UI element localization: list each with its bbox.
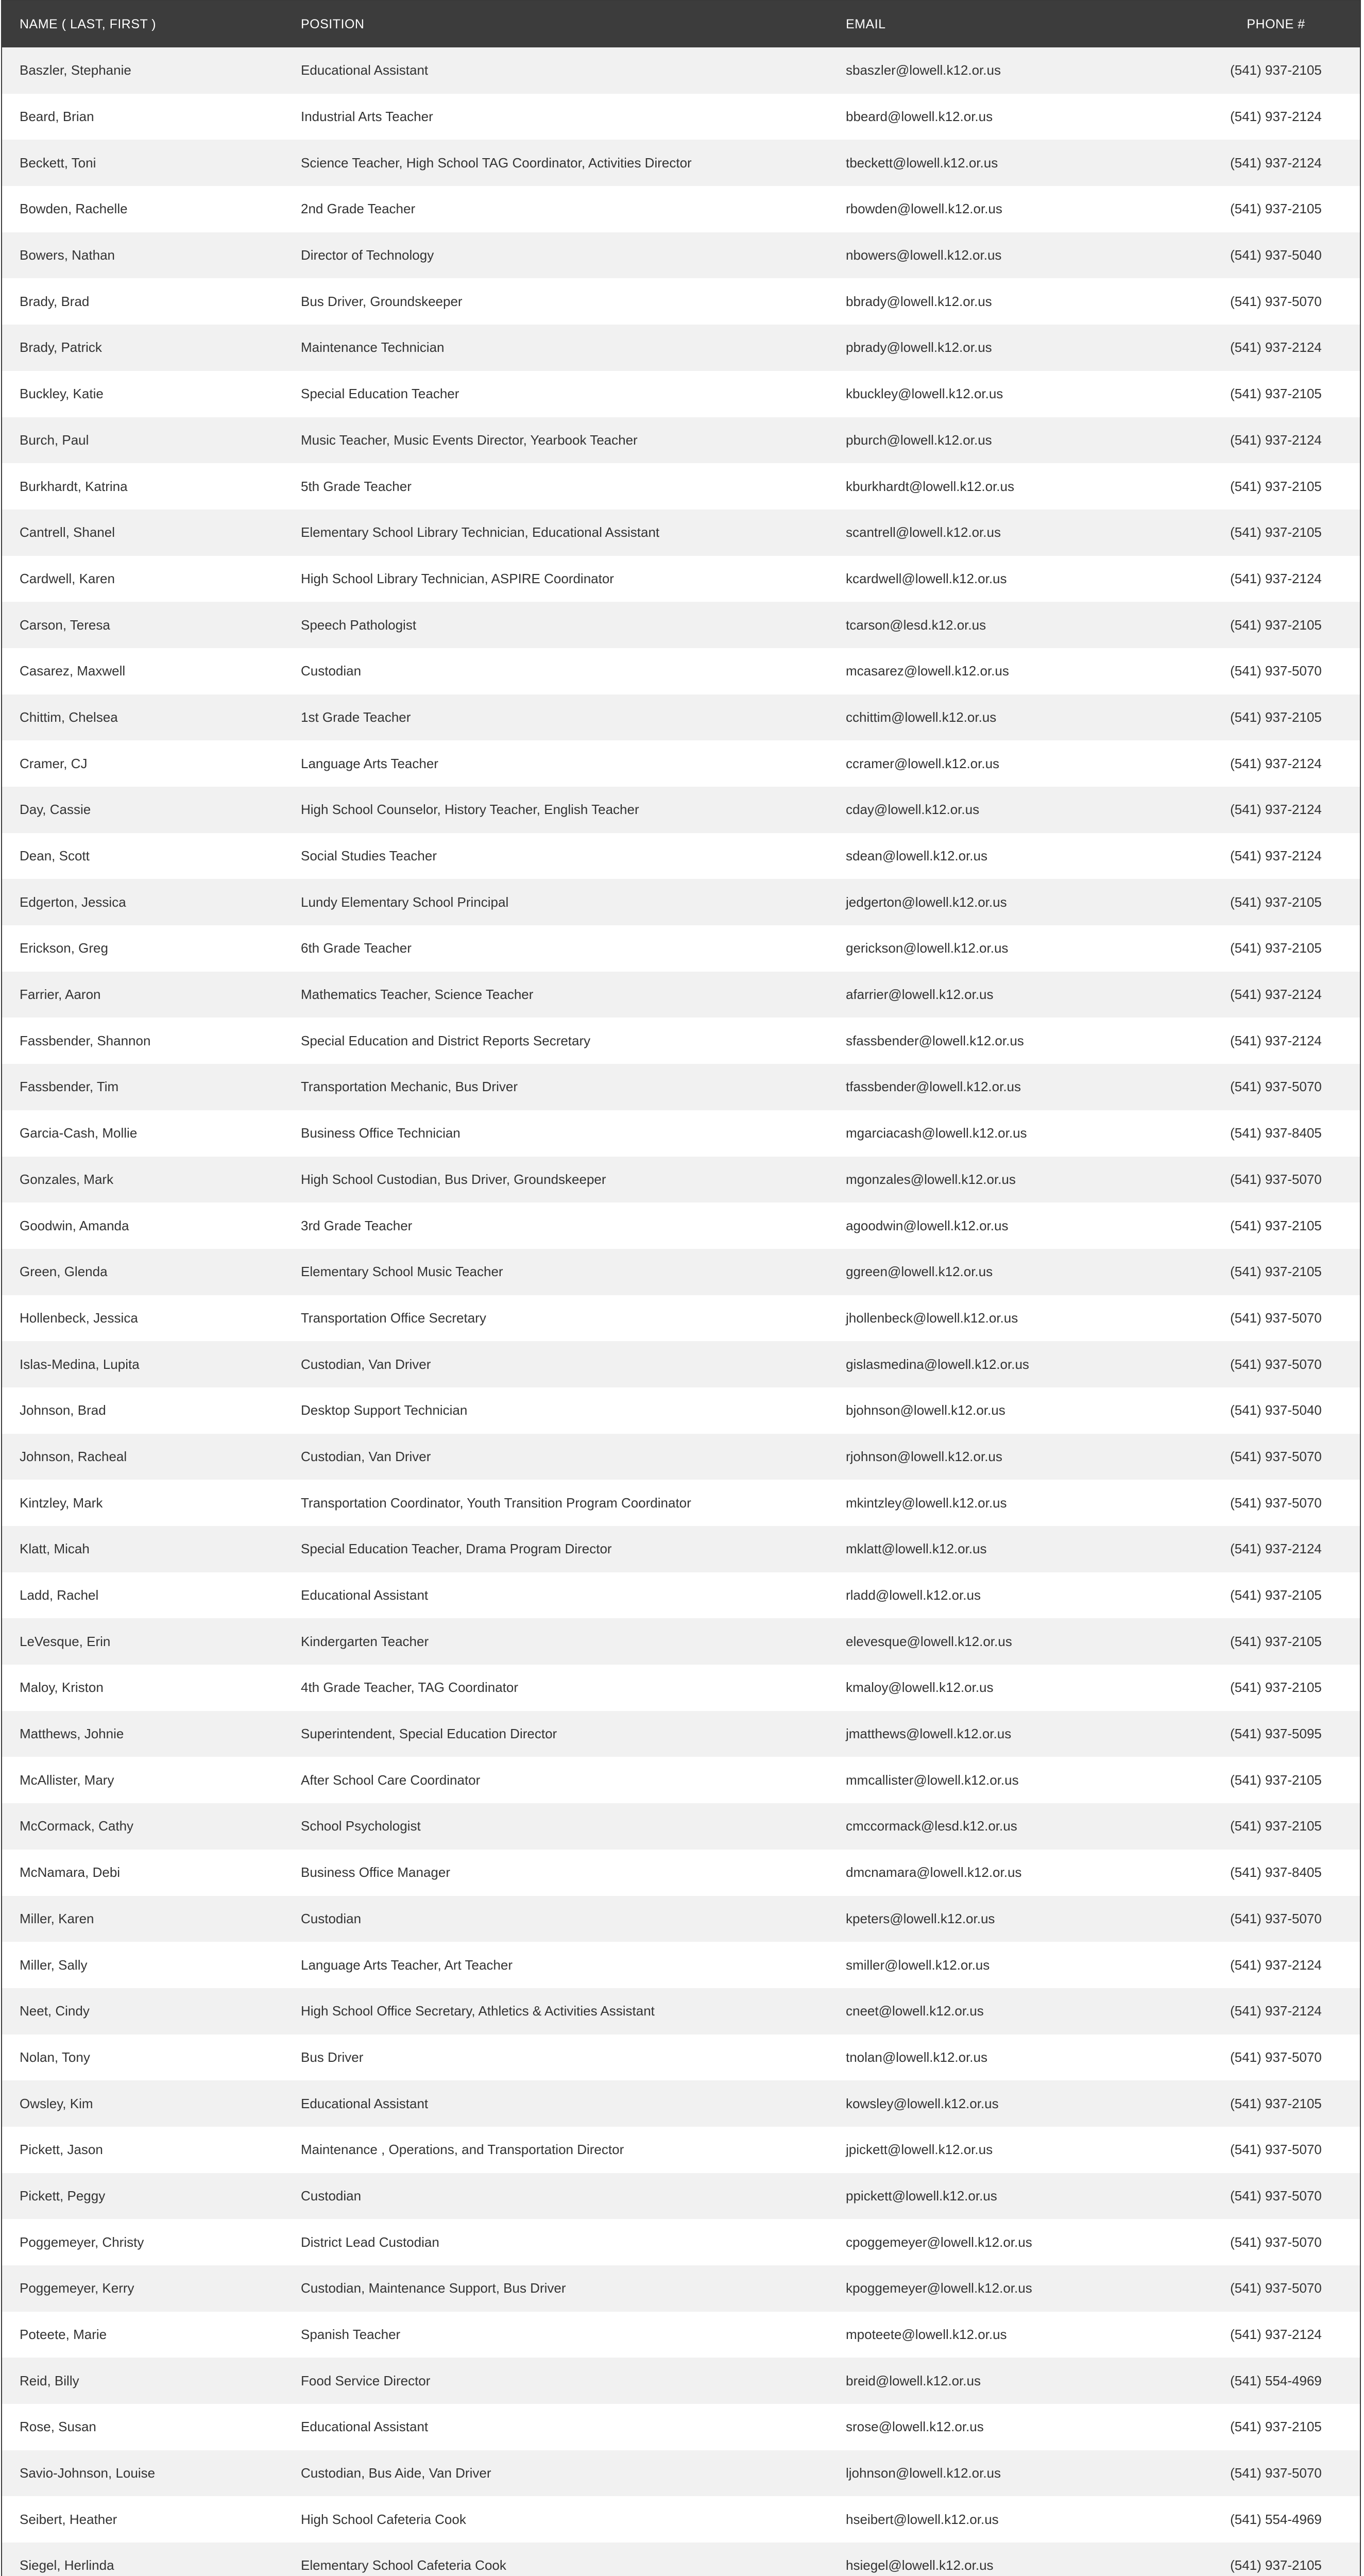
staff-email-link[interactable]: cpoggemeyer@lowell.k12.or.us	[846, 2234, 1032, 2250]
staff-email-link[interactable]: kmaloy@lowell.k12.or.us	[846, 1680, 994, 1696]
staff-position-cell: 1st Grade Teacher	[301, 709, 411, 725]
staff-name-cell: Brady, Patrick	[20, 340, 102, 355]
staff-name-cell: McCormack, Cathy	[20, 1818, 134, 1834]
staff-phone-cell: (541) 937-2105	[1230, 478, 1322, 494]
staff-name-cell: Cardwell, Karen	[20, 570, 115, 586]
staff-phone-cell: (541) 937-2105	[1230, 1818, 1322, 1834]
staff-position-cell: Custodian	[301, 2188, 362, 2204]
staff-phone-cell: (541) 554-4969	[1230, 2511, 1322, 2527]
column-header-email: EMAIL	[846, 16, 886, 31]
staff-position-cell: Speech Pathologist	[301, 617, 417, 633]
staff-position-cell: 3rd Grade Teacher	[301, 1217, 413, 1233]
table-row	[2, 278, 1360, 325]
staff-phone-cell: (541) 937-5070	[1230, 2142, 1322, 2158]
table-row	[2, 1757, 1360, 1803]
staff-email-link[interactable]: jedgerton@lowell.k12.or.us	[846, 894, 1007, 910]
staff-email-link[interactable]: jpickett@lowell.k12.or.us	[846, 2142, 993, 2158]
staff-name-cell: Ladd, Rachel	[20, 1587, 99, 1603]
staff-position-cell: 5th Grade Teacher	[301, 478, 412, 494]
staff-position-cell: Desktop Support Technician	[301, 1402, 468, 1418]
table-row	[2, 1341, 1360, 1387]
staff-position-cell: Transportation Office Secretary	[301, 1310, 486, 1326]
staff-phone-cell: (541) 937-5070	[1230, 1310, 1322, 1326]
table-row	[2, 325, 1360, 371]
staff-phone-cell: (541) 937-5070	[1230, 1495, 1322, 1511]
staff-email-link[interactable]: scantrell@lowell.k12.or.us	[846, 524, 1001, 540]
staff-phone-cell: (541) 937-2124	[1230, 155, 1322, 171]
staff-name-cell: Cramer, CJ	[20, 755, 88, 771]
staff-position-cell: Business Office Technician	[301, 1125, 461, 1141]
staff-position-cell: High School Custodian, Bus Driver, Groundskeeper	[301, 1171, 606, 1187]
column-header-position: POSITION	[301, 16, 365, 31]
staff-name-cell: McNamara, Debi	[20, 1865, 121, 1880]
staff-name-cell: LeVesque, Erin	[20, 1633, 111, 1649]
staff-phone-cell: (541) 937-2105	[1230, 62, 1322, 78]
staff-name-cell: Cantrell, Shanel	[20, 524, 115, 540]
table-row	[2, 1896, 1360, 1942]
table-row	[2, 2127, 1360, 2173]
staff-name-cell: Fassbender, Tim	[20, 1079, 119, 1095]
staff-email-link[interactable]: rjohnson@lowell.k12.or.us	[846, 1448, 1002, 1464]
staff-name-cell: Rose, Susan	[20, 2419, 96, 2435]
staff-email-link[interactable]: ccramer@lowell.k12.or.us	[846, 755, 1000, 771]
staff-position-cell: Elementary School Music Teacher	[301, 1264, 503, 1280]
staff-phone-cell: (541) 937-2105	[1230, 2095, 1322, 2111]
staff-phone-cell: (541) 937-5040	[1230, 1402, 1322, 1418]
staff-position-cell: 4th Grade Teacher, TAG Coordinator	[301, 1680, 519, 1696]
table-row	[2, 1434, 1360, 1480]
table-row	[2, 925, 1360, 972]
staff-position-cell: Maintenance , Operations, and Transportation Director	[301, 2142, 624, 2158]
staff-email-link[interactable]: agoodwin@lowell.k12.or.us	[846, 1217, 1009, 1233]
table-row	[2, 2450, 1360, 2497]
table-row	[2, 371, 1360, 417]
staff-email-link[interactable]: cneet@lowell.k12.or.us	[846, 2003, 984, 2019]
staff-position-cell: Custodian, Bus Aide, Van Driver	[301, 2465, 491, 2481]
staff-phone-cell: (541) 937-5070	[1230, 2465, 1322, 2481]
staff-email-link[interactable]: kcardwell@lowell.k12.or.us	[846, 570, 1007, 586]
staff-position-cell: District Lead Custodian	[301, 2234, 439, 2250]
staff-position-cell: High School Library Technician, ASPIRE Coordinator	[301, 570, 614, 586]
staff-name-cell: Johnson, Racheal	[20, 1448, 127, 1464]
staff-name-cell: Poggemeyer, Kerry	[20, 2280, 134, 2296]
staff-name-cell: Siegel, Herlinda	[20, 2557, 114, 2573]
staff-email-link[interactable]: ljohnson@lowell.k12.or.us	[846, 2465, 1001, 2481]
staff-position-cell: Lundy Elementary School Principal	[301, 894, 509, 910]
staff-name-cell: Baszler, Stephanie	[20, 62, 131, 78]
staff-position-cell: Educational Assistant	[301, 2095, 429, 2111]
staff-phone-cell: (541) 937-2124	[1230, 2327, 1322, 2343]
table-row	[2, 2496, 1360, 2543]
staff-position-cell: Spanish Teacher	[301, 2327, 401, 2343]
table-row	[2, 1618, 1360, 1665]
table-row	[2, 1711, 1360, 1757]
staff-phone-cell: (541) 937-5070	[1230, 293, 1322, 309]
staff-email-link[interactable]: dmcnamara@lowell.k12.or.us	[846, 1865, 1022, 1880]
staff-email-link[interactable]: bbrady@lowell.k12.or.us	[846, 293, 992, 309]
staff-email-link[interactable]: tcarson@lesd.k12.or.us	[846, 617, 986, 633]
staff-position-cell: Educational Assistant	[301, 62, 429, 78]
table-row	[2, 694, 1360, 741]
table-row	[2, 1295, 1360, 1342]
staff-phone-cell: (541) 937-5070	[1230, 2280, 1322, 2296]
staff-name-cell: Maloy, Kriston	[20, 1680, 104, 1696]
staff-name-cell: Bowers, Nathan	[20, 247, 115, 263]
staff-position-cell: High School Counselor, History Teacher, English Teacher	[301, 802, 639, 818]
staff-position-cell: Maintenance Technician	[301, 340, 445, 355]
staff-position-cell: Music Teacher, Music Events Director, Yearbook Teacher	[301, 432, 638, 448]
table-header	[2, 1, 1360, 47]
table-row	[2, 972, 1360, 1018]
staff-position-cell: Custodian, Van Driver	[301, 1448, 431, 1464]
table-row	[2, 1665, 1360, 1711]
staff-name-cell: Klatt, Micah	[20, 1541, 90, 1557]
staff-position-cell: Industrial Arts Teacher	[301, 109, 433, 125]
staff-name-cell: Brady, Brad	[20, 293, 90, 309]
staff-phone-cell: (541) 554-4969	[1230, 2372, 1322, 2388]
staff-phone-cell: (541) 937-2105	[1230, 1217, 1322, 1233]
staff-position-cell: Elementary School Cafeteria Cook	[301, 2557, 506, 2573]
staff-email-link[interactable]: kpoggemeyer@lowell.k12.or.us	[846, 2280, 1032, 2296]
staff-phone-cell: (541) 937-2105	[1230, 1264, 1322, 1280]
table-row	[2, 463, 1360, 510]
staff-position-cell: Kindergarten Teacher	[301, 1633, 429, 1649]
staff-email-link[interactable]: bjohnson@lowell.k12.or.us	[846, 1402, 1005, 1418]
staff-email-link[interactable]: sbaszler@lowell.k12.or.us	[846, 62, 1001, 78]
staff-name-cell: Gonzales, Mark	[20, 1171, 114, 1187]
staff-phone-cell: (541) 937-2124	[1230, 755, 1322, 771]
staff-email-link[interactable]: mgarciacash@lowell.k12.or.us	[846, 1125, 1027, 1141]
staff-name-cell: Farrier, Aaron	[20, 987, 101, 1003]
table-row	[2, 510, 1360, 556]
staff-position-cell: Mathematics Teacher, Science Teacher	[301, 987, 534, 1003]
staff-name-cell: Savio-Johnson, Louise	[20, 2465, 156, 2481]
table-row	[2, 1572, 1360, 1619]
staff-position-cell: Custodian	[301, 1910, 362, 1926]
staff-position-cell: Social Studies Teacher	[301, 848, 437, 864]
staff-position-cell: High School Cafeteria Cook	[301, 2511, 466, 2527]
staff-email-link[interactable]: kbuckley@lowell.k12.or.us	[846, 386, 1003, 402]
staff-phone-cell: (541) 937-5070	[1230, 2188, 1322, 2204]
staff-phone-cell: (541) 937-2124	[1230, 987, 1322, 1003]
table-row	[2, 2312, 1360, 2358]
table-row	[2, 47, 1360, 94]
staff-email-link[interactable]: tbeckett@lowell.k12.or.us	[846, 155, 998, 171]
staff-email-link[interactable]: mpoteete@lowell.k12.or.us	[846, 2327, 1007, 2343]
table-row	[2, 232, 1360, 279]
table-row	[2, 1110, 1360, 1157]
staff-phone-cell: (541) 937-2124	[1230, 109, 1322, 125]
staff-email-link[interactable]: ggreen@lowell.k12.or.us	[846, 1264, 993, 1280]
table-row	[2, 1526, 1360, 1572]
staff-name-cell: Goodwin, Amanda	[20, 1217, 129, 1233]
staff-email-link[interactable]: afarrier@lowell.k12.or.us	[846, 987, 994, 1003]
staff-name-cell: Garcia-Cash, Mollie	[20, 1125, 138, 1141]
staff-email-link[interactable]: pbrady@lowell.k12.or.us	[846, 340, 992, 355]
staff-phone-cell: (541) 937-2105	[1230, 1633, 1322, 1649]
staff-email-link[interactable]: mkintzley@lowell.k12.or.us	[846, 1495, 1007, 1511]
staff-name-cell: Hollenbeck, Jessica	[20, 1310, 138, 1326]
staff-phone-cell: (541) 937-2105	[1230, 201, 1322, 217]
column-header-phone: PHONE #	[1247, 16, 1305, 31]
staff-position-cell: School Psychologist	[301, 1818, 421, 1834]
staff-email-link[interactable]: elevesque@lowell.k12.or.us	[846, 1633, 1012, 1649]
staff-phone-cell: (541) 937-2124	[1230, 2003, 1322, 2019]
staff-phone-cell: (541) 937-2105	[1230, 1680, 1322, 1696]
table-row	[2, 1988, 1360, 2035]
staff-name-cell: Islas-Medina, Lupita	[20, 1356, 140, 1372]
staff-email-link[interactable]: mmcallister@lowell.k12.or.us	[846, 1772, 1019, 1788]
staff-name-cell: Chittim, Chelsea	[20, 709, 118, 725]
table-row	[2, 2080, 1360, 2127]
staff-name-cell: Burkhardt, Katrina	[20, 478, 128, 494]
staff-phone-cell: (541) 937-2105	[1230, 709, 1322, 725]
staff-position-cell: Transportation Coordinator, Youth Transition Program Coordinator	[301, 1495, 691, 1511]
staff-phone-cell: (541) 937-5070	[1230, 1079, 1322, 1095]
staff-position-cell: Educational Assistant	[301, 2419, 429, 2435]
table-row	[2, 740, 1360, 787]
table-row	[2, 648, 1360, 694]
staff-email-link[interactable]: mcasarez@lowell.k12.or.us	[846, 663, 1009, 679]
staff-name-cell: Matthews, Johnie	[20, 1726, 124, 1742]
staff-email-link[interactable]: kowsley@lowell.k12.or.us	[846, 2095, 999, 2111]
staff-phone-cell: (541) 937-2124	[1230, 1032, 1322, 1048]
staff-email-link[interactable]: cmccormack@lesd.k12.or.us	[846, 1818, 1017, 1834]
table-row	[2, 2358, 1360, 2404]
staff-position-cell: Transportation Mechanic, Bus Driver	[301, 1079, 518, 1095]
staff-position-cell: Elementary School Library Technician, Educational Assistant	[301, 524, 660, 540]
staff-email-link[interactable]: ppickett@lowell.k12.or.us	[846, 2188, 997, 2204]
staff-name-cell: Neet, Cindy	[20, 2003, 90, 2019]
staff-position-cell: Educational Assistant	[301, 1587, 429, 1603]
staff-name-cell: Poggemeyer, Christy	[20, 2234, 144, 2250]
staff-table	[2, 1, 1360, 2576]
staff-position-cell: 6th Grade Teacher	[301, 940, 412, 956]
staff-phone-cell: (541) 937-2124	[1230, 1957, 1322, 1973]
staff-phone-cell: (541) 937-5095	[1230, 1726, 1322, 1742]
table-row	[2, 1018, 1360, 1064]
staff-name-cell: Beckett, Toni	[20, 155, 96, 171]
staff-phone-cell: (541) 937-5070	[1230, 1910, 1322, 1926]
table-row	[2, 1942, 1360, 1988]
staff-phone-cell: (541) 937-2124	[1230, 340, 1322, 355]
staff-name-cell: Miller, Sally	[20, 1957, 88, 1973]
table-row	[2, 1202, 1360, 1249]
staff-phone-cell: (541) 937-2124	[1230, 802, 1322, 818]
staff-directory	[1, 0, 1361, 2576]
staff-name-cell: Casarez, Maxwell	[20, 663, 126, 679]
staff-email-link[interactable]: bbeard@lowell.k12.or.us	[846, 109, 993, 125]
table-row	[2, 2265, 1360, 2312]
staff-name-cell: Reid, Billy	[20, 2372, 79, 2388]
staff-name-cell: Carson, Teresa	[20, 617, 110, 633]
table-row	[2, 417, 1360, 464]
staff-email-link[interactable]: nbowers@lowell.k12.or.us	[846, 247, 1002, 263]
staff-phone-cell: (541) 937-5070	[1230, 663, 1322, 679]
table-row	[2, 2219, 1360, 2265]
staff-position-cell: Special Education and District Reports Secretary	[301, 1032, 591, 1048]
table-row	[2, 94, 1360, 140]
table-row	[2, 879, 1360, 925]
staff-email-link[interactable]: hseibert@lowell.k12.or.us	[846, 2511, 999, 2527]
staff-email-link[interactable]: cday@lowell.k12.or.us	[846, 802, 980, 818]
staff-phone-cell: (541) 937-2105	[1230, 2419, 1322, 2435]
staff-position-cell: Superintendent, Special Education Director	[301, 1726, 557, 1742]
staff-name-cell: Pickett, Jason	[20, 2142, 103, 2158]
staff-phone-cell: (541) 937-5070	[1230, 1171, 1322, 1187]
staff-position-cell: Bus Driver	[301, 2049, 364, 2065]
staff-email-link[interactable]: mklatt@lowell.k12.or.us	[846, 1541, 987, 1557]
staff-phone-cell: (541) 937-2124	[1230, 570, 1322, 586]
staff-name-cell: Day, Cassie	[20, 802, 91, 818]
staff-phone-cell: (541) 937-5070	[1230, 1356, 1322, 1372]
table-row	[2, 2543, 1360, 2576]
staff-phone-cell: (541) 937-5070	[1230, 2234, 1322, 2250]
staff-phone-cell: (541) 937-2105	[1230, 1772, 1322, 1788]
staff-phone-cell: (541) 937-2124	[1230, 432, 1322, 448]
table-row	[2, 2404, 1360, 2450]
staff-position-cell: Language Arts Teacher, Art Teacher	[301, 1957, 513, 1973]
staff-email-link[interactable]: hsiegel@lowell.k12.or.us	[846, 2557, 994, 2573]
staff-email-link[interactable]: cchittim@lowell.k12.or.us	[846, 709, 997, 725]
staff-name-cell: Fassbender, Shannon	[20, 1032, 151, 1048]
staff-name-cell: Seibert, Heather	[20, 2511, 117, 2527]
staff-email-link[interactable]: rbowden@lowell.k12.or.us	[846, 201, 1002, 217]
table-row	[2, 1850, 1360, 1896]
staff-name-cell: Beard, Brian	[20, 109, 94, 125]
staff-phone-cell: (541) 937-8405	[1230, 1125, 1322, 1141]
staff-phone-cell: (541) 937-5070	[1230, 2049, 1322, 2065]
staff-position-cell: Special Education Teacher, Drama Program Director	[301, 1541, 612, 1557]
staff-name-cell: Miller, Karen	[20, 1910, 94, 1926]
staff-phone-cell: (541) 937-8405	[1230, 1865, 1322, 1880]
staff-position-cell: 2nd Grade Teacher	[301, 201, 416, 217]
staff-email-link[interactable]: tnolan@lowell.k12.or.us	[846, 2049, 987, 2065]
staff-position-cell: Special Education Teacher	[301, 386, 459, 402]
staff-name-cell: Burch, Paul	[20, 432, 89, 448]
staff-phone-cell: (541) 937-2105	[1230, 940, 1322, 956]
staff-phone-cell: (541) 937-2105	[1230, 2557, 1322, 2573]
header-row	[2, 1, 1360, 47]
staff-email-link[interactable]: jmatthews@lowell.k12.or.us	[846, 1726, 1012, 1742]
staff-position-cell: Science Teacher, High School TAG Coordinator, Activities Director	[301, 155, 692, 171]
table-row	[2, 2173, 1360, 2219]
staff-email-link[interactable]: srose@lowell.k12.or.us	[846, 2419, 984, 2435]
staff-email-link[interactable]: rladd@lowell.k12.or.us	[846, 1587, 981, 1603]
staff-name-cell: Johnson, Brad	[20, 1402, 106, 1418]
staff-position-cell: Custodian	[301, 663, 362, 679]
staff-email-link[interactable]: sdean@lowell.k12.or.us	[846, 848, 987, 864]
staff-phone-cell: (541) 937-2124	[1230, 1541, 1322, 1557]
staff-phone-cell: (541) 937-5040	[1230, 247, 1322, 263]
staff-phone-cell: (541) 937-2105	[1230, 524, 1322, 540]
staff-name-cell: Dean, Scott	[20, 848, 90, 864]
staff-name-cell: Poteete, Marie	[20, 2327, 107, 2343]
staff-name-cell: Bowden, Rachelle	[20, 201, 128, 217]
table-row	[2, 1157, 1360, 1203]
staff-phone-cell: (541) 937-2105	[1230, 386, 1322, 402]
staff-position-cell: Bus Driver, Groundskeeper	[301, 293, 463, 309]
table-row	[2, 1387, 1360, 1434]
staff-position-cell: Business Office Manager	[301, 1865, 450, 1880]
staff-email-link[interactable]: pburch@lowell.k12.or.us	[846, 432, 992, 448]
table-row	[2, 140, 1360, 186]
staff-email-link[interactable]: gerickson@lowell.k12.or.us	[846, 940, 1009, 956]
table-row	[2, 1249, 1360, 1295]
staff-phone-cell: (541) 937-2105	[1230, 617, 1322, 633]
staff-name-cell: Owsley, Kim	[20, 2095, 93, 2111]
table-row	[2, 602, 1360, 648]
staff-phone-cell: (541) 937-2105	[1230, 894, 1322, 910]
staff-phone-cell: (541) 937-2105	[1230, 1587, 1322, 1603]
table-row	[2, 2035, 1360, 2081]
table-row	[2, 186, 1360, 232]
staff-position-cell: Custodian, Van Driver	[301, 1356, 431, 1372]
table-row	[2, 1064, 1360, 1110]
staff-email-link[interactable]: kburkhardt@lowell.k12.or.us	[846, 478, 1014, 494]
staff-name-cell: Erickson, Greg	[20, 940, 108, 956]
staff-position-cell: Custodian, Maintenance Support, Bus Driver	[301, 2280, 566, 2296]
staff-email-link[interactable]: kpeters@lowell.k12.or.us	[846, 1910, 995, 1926]
staff-name-cell: Buckley, Katie	[20, 386, 104, 402]
table-row	[2, 833, 1360, 879]
staff-email-link[interactable]: tfassbender@lowell.k12.or.us	[846, 1079, 1021, 1095]
staff-email-link[interactable]: sfassbender@lowell.k12.or.us	[846, 1032, 1024, 1048]
table-row	[2, 1480, 1360, 1526]
staff-email-link[interactable]: mgonzales@lowell.k12.or.us	[846, 1171, 1016, 1187]
table-body	[2, 47, 1360, 2576]
staff-email-link[interactable]: breid@lowell.k12.or.us	[846, 2372, 981, 2388]
staff-phone-cell: (541) 937-5070	[1230, 1448, 1322, 1464]
staff-position-cell: Language Arts Teacher	[301, 755, 438, 771]
staff-position-cell: After School Care Coordinator	[301, 1772, 481, 1788]
staff-email-link[interactable]: jhollenbeck@lowell.k12.or.us	[846, 1310, 1018, 1326]
staff-email-link[interactable]: smiller@lowell.k12.or.us	[846, 1957, 990, 1973]
table-row	[2, 1803, 1360, 1850]
column-header-name: NAME ( LAST, FIRST )	[20, 16, 157, 31]
staff-position-cell: Food Service Director	[301, 2372, 431, 2388]
staff-name-cell: Edgerton, Jessica	[20, 894, 126, 910]
staff-name-cell: Pickett, Peggy	[20, 2188, 106, 2204]
table-row	[2, 556, 1360, 602]
staff-name-cell: Kintzley, Mark	[20, 1495, 103, 1511]
staff-name-cell: Nolan, Tony	[20, 2049, 90, 2065]
staff-name-cell: McAllister, Mary	[20, 1772, 114, 1788]
staff-email-link[interactable]: gislasmedina@lowell.k12.or.us	[846, 1356, 1029, 1372]
table-row	[2, 787, 1360, 833]
staff-position-cell: Director of Technology	[301, 247, 434, 263]
staff-phone-cell: (541) 937-2124	[1230, 848, 1322, 864]
staff-position-cell: High School Office Secretary, Athletics & Activities Assistant	[301, 2003, 655, 2019]
staff-name-cell: Green, Glenda	[20, 1264, 108, 1280]
